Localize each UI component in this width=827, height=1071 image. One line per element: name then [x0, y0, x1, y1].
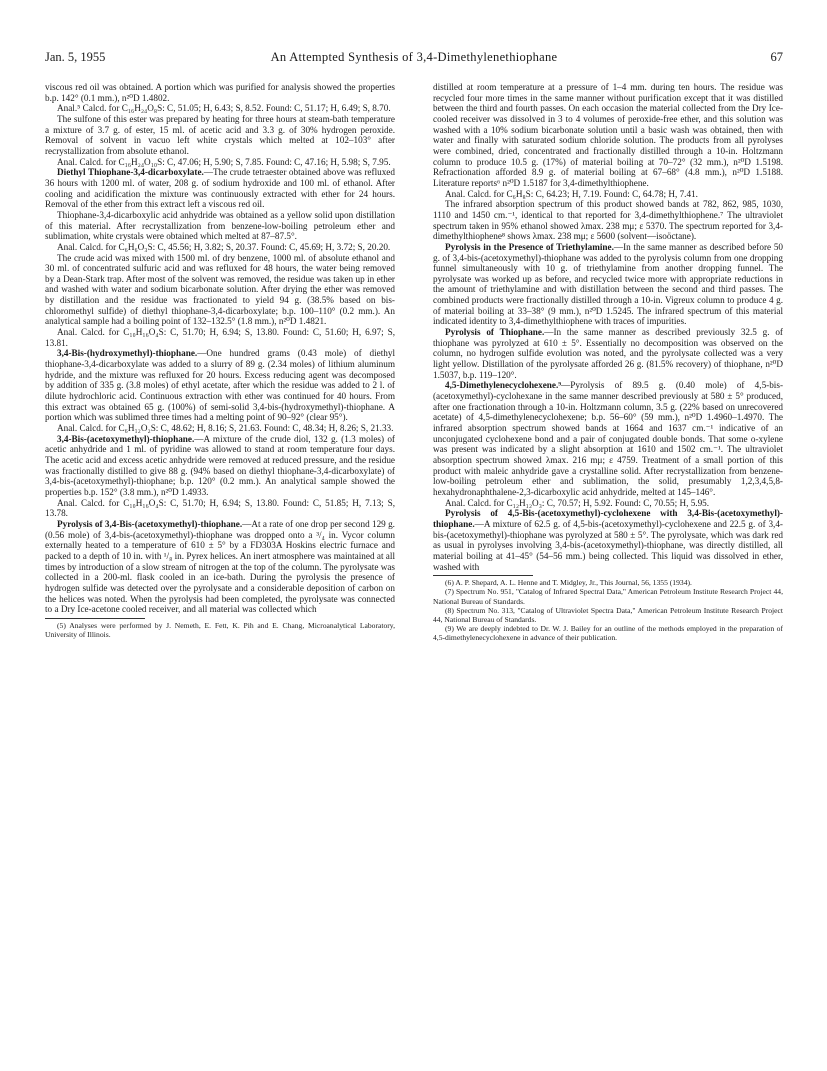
analysis-line: Anal. Calcd. for C₆H₆O₃S: C, 45.56; H, 3.82; S, 20.37. Found: C, 45.69; H, 3.72; S, 20.20. [57, 241, 391, 252]
section-heading: Pyrolysis of 4,5-Bis-(acetoxymethyl)-cyclohexene with 3,4-Bis-(acetoxymethyl)-thiophane. [433, 508, 783, 529]
analysis-line: Anal. Calcd. for C₁₆H₂₄O₁₀S: C, 47.06; H, 5.90; S, 7.85. Found: C, 47.16; H, 5.98; S, 7.95. [57, 156, 391, 167]
analysis-line: Anal. Calcd. for C₁₂H₁₂O₃: C, 70.57; H, 5.92. Found: C, 70.55; H, 5.95. [445, 497, 710, 508]
section-text: —At a rate of one drop per second 129 g. (0.56 mole) of 3,4-bis-(acetoxymethyl)-thiophane was dropped onto a ³/₄ in. Vycor column externally heated to a temperature of 610 ± 5° by a FD303A Hoskins electric furnace and packed to a depth of 10 in. with ¹/₈ in. Pyrex helices. An inert atmosphere was maintained at all times by introduction of a slow stream of nitrogen at the top of the column. The pyrolysate was collected in a 200-ml. flask cooled in an ice-bath. During the pyrolysis the presence of hydrogen sulfide was detected over the pyrolysate and a considerable deposition of carbon on the helices was noted. When the pyrolysis had been completed, the pyrolysate was connected to a Dry Ice-acetone cooled receiver, and all material was collected which [45, 518, 395, 615]
page-number: 67 [770, 50, 783, 64]
section-text: —In the same manner as described before 50 g. of 3,4-bis-(acetoxymethyl)-thiophane was added to the pyrolysis column from one dropping funnel simultaneously with 10 g. of triethylamine from another dropping funnel. The pyrolysate was worked up as before, and recycled twice more with appropriate reductions in the amount of triethylamine and with distillation between the second and third passes. The combined products were fractionally distilled through a 10-in. Vigreux column to produce 4 g. of material boiling at 33–38° (9 mm.), n²⁰D 1.5245. The infrared spectrum of this material indicated identity to 3,4-dimethylthiophene with traces of impurities. [433, 241, 783, 327]
section-paragraph [433, 327, 783, 380]
paragraph: Thiophane-3,4-dicarboxylic acid anhydride was obtained as a yellow solid upon distillation of this material. After recrystallization from benzene-low-boiling petroleum ether and sublimation, white crystals were obtained which melted at 87–87.5°. [45, 209, 395, 242]
analysis-line: Anal. Calcd. for C₁₀H₁₆O₄S: C, 51.70; H, 6.94; S, 13.80. Found: C, 51.60; H, 6.97; S, 13.81. [45, 327, 395, 348]
section-heading: Pyrolysis of 3,4-Bis-(acetoxymethyl)-thiophane. [57, 518, 243, 529]
analysis-line: Anal. Calcd. for C₁₀H₁₆O₄S: C, 51.70; H, 6.94; S, 13.80. Found: C, 51.85; H, 7.13; S, 13.78. [45, 497, 395, 519]
section-paragraph [45, 519, 395, 615]
section-text: —One hundred grams (0.43 mole) of diethyl thiophane-3,4-dicarboxylate was added to a slurry of 89 g. (2.34 moles) of lithium aluminum hydride, and the mixture was refluxed for 20 hours. Excess reducing agent was decomposed by addition of 335 g. (3.8 moles) of ethyl acetate, after which the residue was added to 2 l. of dilute hydrochloric acid. Continuous extraction with ether was continued for 40 hours. From this extract was obtained 65 g. (100%) of semi-solid 3,4-bis-(hydroxymethyl)-thiophane. A portion which was sublimed three times had a melting point of 90–92° (clear 95°). [45, 348, 395, 423]
footnote: (9) We are deeply indebted to Dr. W. J. Bailey for an outline of the methods employed in the preparation of 4,5-dimethylenecyclohexene in advance of their publication. [433, 624, 783, 643]
footnote: (7) Spectrum No. 951, "Catalog of Infrared Spectral Data," American Petroleum Institute Research Project 44, National Bureau of Standards. [433, 587, 783, 606]
section-paragraph [45, 167, 395, 210]
right-column [433, 82, 783, 1050]
section-text: —A mixture of the crude diol, 132 g. (1.3 moles) of acetic anhydride and 1 ml. of pyridine was allowed to stand at room temperature four days. The acetic acid and excess acetic anhydride were removed at reduced pressure, and the residue was fractionally distilled to give 88 g. (94% based on diethyl thiophane-3,4-dicarboxylate) of 3,4-bis-(acetoxymethyl)-thiophane; b.p. 120° (0.2 mm.). An analytical sample showed the properties b.p. 152° (3.8 mm.), n²⁰D 1.4933. [45, 433, 395, 497]
footnote: (5) Analyses were performed by J. Nemeth, E. Fett, K. Pih and E. Chang, Microanalytical Laboratory, University of Illinois. [45, 620, 395, 640]
section-heading: Pyrolysis of Thiophane. [445, 327, 545, 338]
section-heading: 3,4-Bis-(acetoxymethyl)-thiophane. [57, 433, 195, 444]
footnote: (6) A. P. Shepard, A. L. Henne and T. Midgley, Jr., This Journal, 56, 1355 (1934). [445, 578, 692, 588]
section-paragraph [433, 380, 783, 497]
section-heading: 3,4-Bis-(hydroxymethyl)-thiophane. [57, 348, 198, 359]
paragraph: viscous red oil was obtained. A portion which was purified for analysis showed the properties b.p. 142° (0.1 mm.), n²⁰D 1.4802. [45, 82, 395, 103]
section-heading: Pyrolysis in the Presence of Triethylamine. [445, 241, 614, 252]
header-title: An Attempted Synthesis of 3,4-Dimethylenethiophane [270, 50, 558, 64]
running-header [45, 50, 783, 66]
footnote-rule [45, 618, 145, 619]
paragraph: distilled at room temperature at a pressure of 1–4 mm. during ten hours. The residue was recycled four more times in the same manner without purification except that it was distilled between the third and fourth passes. On each occasion the material collected from the Dry Ice-cooled receiver was dissolved in 3 to 4 volumes of peroxide-free ether, and this solution was washed with a 10% sodium bicarbonate solution until a basic wash was obtained, then with water and finally with saturated sodium chloride solution. The products from all pyrolyses were combined, dried, concentrated and fractionally distilled through a 10-in. Holtzmann column to produce 10.5 g. (17%) of material boiling at 70–72° (32 mm.), n²⁰D 1.5198. Refractionation afforded 8.9 g. of material boiling at 67–68° (4.8 mm.), n²⁰D 1.5188. Literature reports⁶ n²⁰D 1.5187 for 3,4-dimethylthiophene. [433, 82, 783, 188]
analysis-line: Anal.⁵ Calcd. for C₁₆H₂₄O₈S: C, 51.05; H, 6.43; S, 8.52. Found: C, 51.17; H, 6.49; S, 8.70. [57, 103, 391, 114]
analysis-line: Anal. Calcd. for C₆H₈S: C, 64.23; H, 7.19. Found: C, 64.78; H, 7.41. [445, 188, 698, 199]
paragraph: The crude acid was mixed with 1500 ml. of dry benzene, 1000 ml. of absolute ethanol and 30 ml. of concentrated sulfuric acid and was refluxed for 48 hours, the water being removed by a Dean-Stark trap. After most of the solvent was removed, the residue was taken up in ether and washed with water and sodium bicarbonate solution. After drying the ether was removed by distillation and the residue was fractionated to yield 94 g. (38.5% based on bis-chloromethyl sulfide) of diethyl thiophane-3,4-dicarboxylate; b.p. 100–110° (0.2 mm.). An analytical sample had a boiling point of 132–132.5° (1.8 mm.), n²⁰D 1.4821. [45, 252, 395, 327]
footnote-rule [433, 575, 533, 576]
section-paragraph [45, 434, 395, 498]
section-paragraph [433, 508, 783, 572]
section-heading: 4,5-Dimethylenecyclohexene.⁹ [445, 380, 562, 391]
section-paragraph [45, 348, 395, 423]
header-date: Jan. 5, 1955 [45, 50, 106, 64]
section-paragraph [433, 242, 783, 327]
paragraph: The sulfone of this ester was prepared by heating for three hours at steam-bath temperature a mixture of 3.7 g. of ester, 15 ml. of acetic acid and 3.3 g. of 30% hydrogen peroxide. Removal of solvent in vacuo left white crystals which melted at 102–103° after recrystallization from absolute ethanol. [45, 113, 395, 156]
paragraph: The infrared absorption spectrum of this product showed bands at 782, 862, 985, 1030, 1110 and 1450 cm.⁻¹, identical to that reported for 3,4-dimethylthiophene.⁷ The ultraviolet spectrum taken in 95% ethanol showed λmax. 238 mμ; ε 5370. The spectrum reported for 3,4-dimethylthiophene⁸ shows λmax. 238 mμ; ε 5600 (solvent—isoöctane). [433, 199, 783, 242]
analysis-line: Anal. Calcd. for C₆H₁₂O₂S: C, 48.62; H, 8.16; S, 21.63. Found: C, 48.34; H, 8.26; S, 21.33. [57, 423, 394, 433]
section-text: —In the same manner as described previously 32.5 g. of thiophane was pyrolyzed at 610 ± 5°. Essentially no decomposition was observed on the column, no hydrogen sulfide evolution was noted, and the pyrolysate collected was a very light yellow. Distillation of the pyrolysate afforded 26 g. (81.5% recovery) of thiophane, n²⁰D 1.5037, b.p. 119–120°. [433, 327, 783, 380]
section-text: —A mixture of 62.5 g. of 4,5-bis-(acetoxymethyl)-cyclohexene and 22.5 g. of 3,4-bis-(acetoxymethyl)-thiophane was pyrolyzed at 580 ± 5°. The pyrolysate, which was dark red as usual in pyrolyses involving 3,4-bis-(acetoxymethyl)-thiophane, was directly distilled, all material boiling at 41–45° (54–56 mm.) being collected. This liquid was dissolved in ether, washed with [433, 518, 783, 572]
section-text: —The crude tetraester obtained above was refluxed 36 hours with 1200 ml. of water, 208 g. of sodium hydroxide and 100 ml. of ethanol. After cooling and acidification the mixture was continuously extracted with ether for 24 hours. Removal of the ether from this extract left a viscous red oil. [45, 167, 395, 210]
left-column [45, 82, 395, 1050]
footnote: (8) Spectrum No. 313, "Catalog of Ultraviolet Spectra Data," American Petroleum Institute Research Project 44, National Bureau of Standards. [433, 605, 783, 624]
section-text: —Pyrolysis of 89.5 g. (0.40 mole) of 4,5-bis-(acetoxymethyl)-cyclohexane in the same manner described previously at 580 ± 5° produced, after one fractionation through a 10-in. Holtzmann column, 3.5 g. (22% based on unrecovered acetate) of 4,5-dimethylenecyclohexene; b.p. 56–60° (59 mm.), n²⁰D 1.4960–1.4970. The infrared absorption spectrum showed bands at 1664 and 1637 cm.⁻¹ indicative of an unconjugated cyclohexene bond and a pair of conjugated double bonds. That some o-xylene was present was indicated by a slight absorption at 1610 and 1502 cm.⁻¹. The ultraviolet absorption spectrum showed λmax. 216 mμ; ε 4759. Treatment of a small portion of this product with maleic anhydride gave a crystalline solid. After recrystallization from benzene-low-boiling petroleum ether and sublimation, the solid, presumably 1,2,3,4,5,8-hexahydronaphthalene-2,3-dicarboxylic acid anhydride, melted at 145–146°. [433, 380, 783, 497]
section-heading: Diethyl Thiophane-3,4-dicarboxylate. [57, 167, 204, 178]
